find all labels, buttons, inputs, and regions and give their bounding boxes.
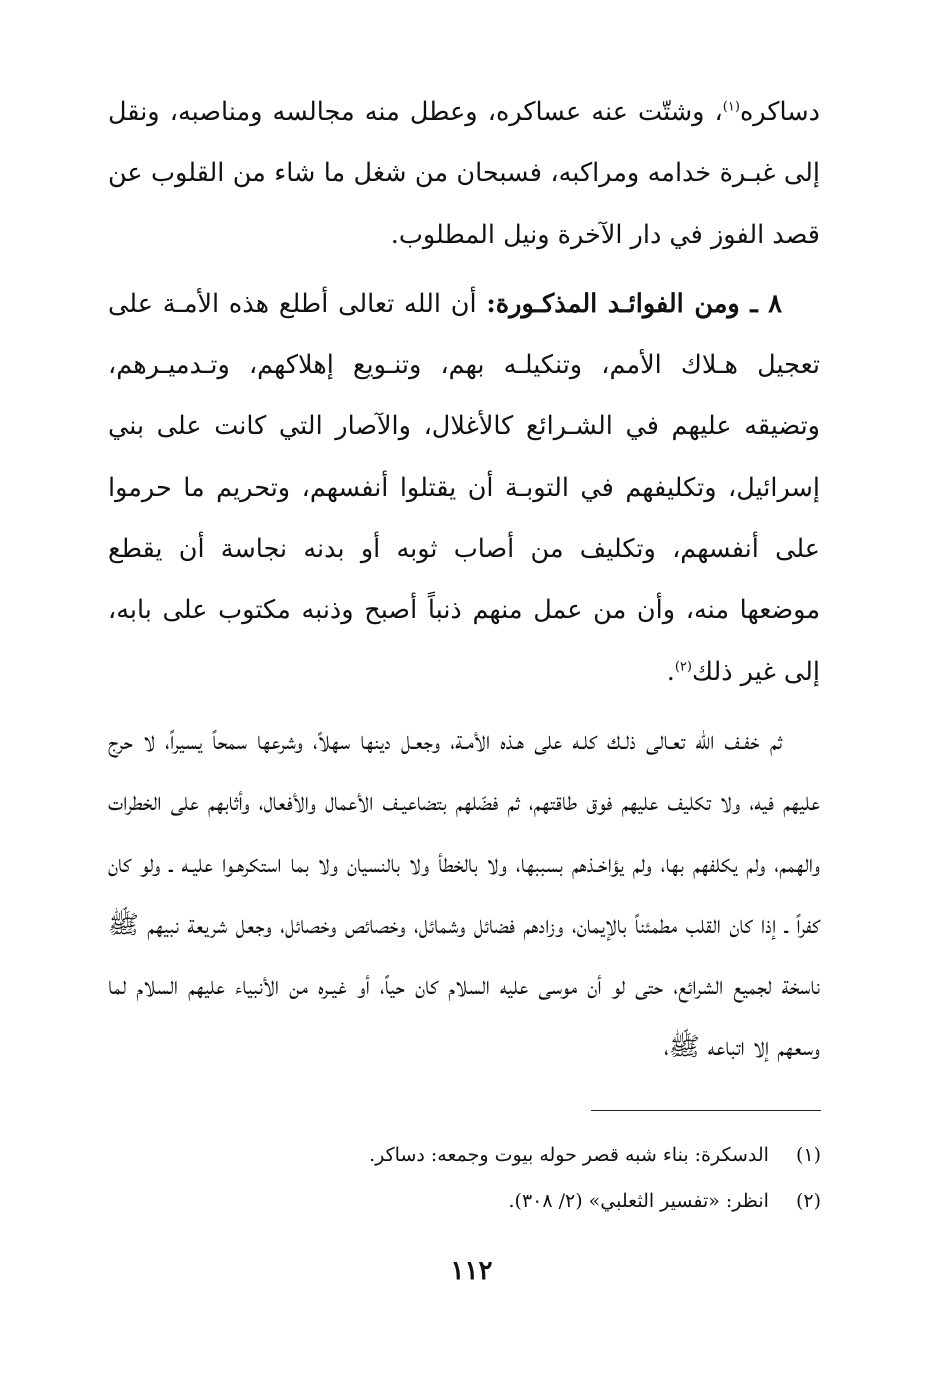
page-number: ١١٢: [450, 1256, 493, 1286]
footnote-1: [121, 1132, 821, 1178]
paragraph-lightening: [108, 711, 820, 1079]
footnote-reference-2[interactable]: (٢): [674, 659, 692, 675]
footnote-text: انظر: «تفسير الثعلبي» (٢/ ٣٠٨).: [508, 1190, 769, 1212]
footnote-number: (١): [795, 1144, 821, 1166]
paragraph-continuation: [108, 82, 820, 266]
paragraph-text: .: [666, 656, 675, 687]
footnote-divider: [591, 1110, 821, 1111]
paragraph-text: دساكره: [739, 97, 820, 127]
paragraph-text: ، وشتّت عنه عساكره، وعطل منه مجالسه ومناصبه، ونقل إلى غبـرة خدامه ومراكبه، فسبحان من شغل ما شاء من القلوب عن قصد الفوز في دار الآخرة ونيل المطلوب.: [108, 97, 820, 250]
paragraph-text: ثم خفـف الله تعـالى ذلـك كلـه على هـذه الأمـة، وجعـل دينها سهلاً، وشرعها سمحاً يسيراً، لا حرج عليهم فيه، ولا تكليف عليهم فوق طاقتهم، ثم فضّلهم بتضاعيـف الأعمال والأفعال، وأثابهم على الخطرات والهمم، ولم يكلفهم بها، ولم يؤاخـذهم بسببها، ولا بالخطأ ولا بالنسيان ولا بما استكرهـوا عليـه ـ ولو كان كفراً ـ إذا كان القلب مطمئناً بالإيمان، وزادهم فضائل وشمائل، وخصائص وخصائل، وجعل شريعة نبيهم ﷺ ناسخة لجميع الشرائع، حتى لو أن موسى عليه السلام كان حياً، أو غيـره من الأنبياء عليهم السلام لما وسعهم إلا اتباعه ﷺ،: [108, 725, 820, 1063]
paragraph-text: أن الله تعالى أطلع هذه الأمـة على تعجيل هـلاك الأمم، وتنكيلـه بهم، وتنـويع إهلاكهم، وتـدميـرهم، وتضيقه عليهم في الشـرائع كالأغلال، والآصار التي كانت على بني إسرائيل، وتكليفهم في التوبـة أن يقتلوا أنفسهم، وتحريم ما حرموا على أنفسهم، وتكليف من أصاب ثوبه أو بدنه نجاسة أن يقطع موضعها منه، وأن من عمل منهم ذنباً أصبح وذنبه مكتوب على بابه، إلى غير ذلك: [108, 288, 820, 687]
footnote-number: (٢): [795, 1190, 821, 1212]
paragraph-heading: ٨ ـ ومن الفوائـد المذكـورة:: [486, 288, 782, 319]
footnote-2: [121, 1178, 821, 1224]
footnote-reference-1[interactable]: (١): [722, 99, 740, 115]
paragraph-benefit-8: [108, 274, 820, 703]
footnote-text: الدسكرة: بناء شبه قصر حوله بيوت وجمعه: دساكر.: [369, 1144, 769, 1166]
footnotes: [121, 1132, 821, 1224]
main-text: [108, 82, 820, 1079]
